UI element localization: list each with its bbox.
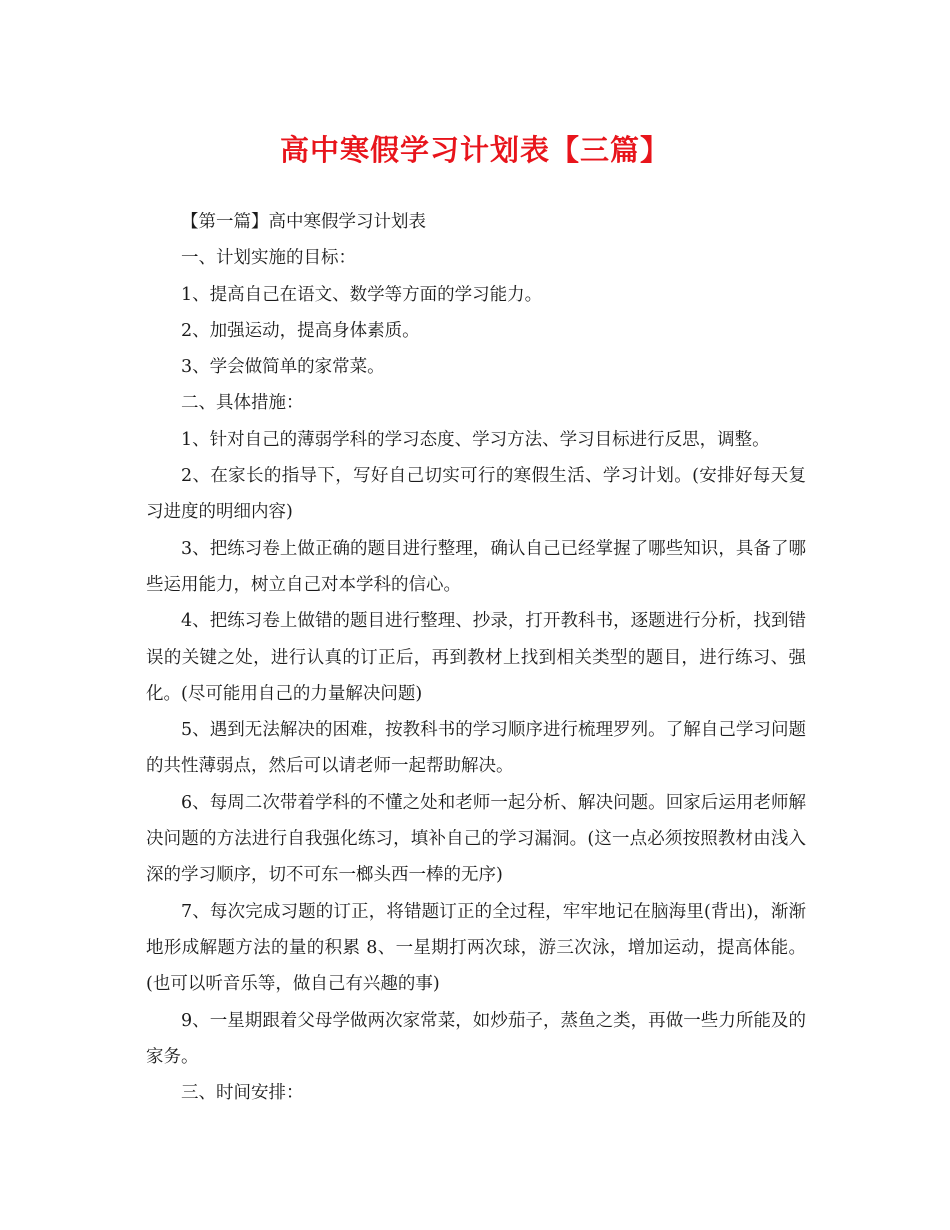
document-title: 高中寒假学习计划表【三篇】	[279, 133, 670, 167]
schedule-heading: 三、时间安排：	[181, 1083, 304, 1104]
measures-heading: 二、具体措施：	[181, 393, 304, 414]
document-body	[146, 204, 806, 1111]
goal-item: 3、学会做简单的家常菜。	[181, 357, 385, 378]
measure-item: 4、把练习卷上做错的题目进行整理、抄录，打开教科书，逐题进行分析，找到错误的关键之处，进行认真的订正后，再到教材上找到相关类型的题目，进行练习、强化。(尽可能用自己的力量解决问题)	[146, 611, 806, 704]
measure-item: 1、针对自己的薄弱学科的学习态度、学习方法、学习目标进行反思，调整。	[181, 429, 770, 450]
measure-item: 2、在家长的指导下，写好自己切实可行的寒假生活、学习计划。(安排好每天复习进度的明细内容)	[146, 466, 806, 523]
goal-item: 1、提高自己在语文、数学等方面的学习能力。	[181, 284, 543, 305]
section-heading-part-one: 【第一篇】高中寒假学习计划表	[181, 212, 426, 232]
goal-item: 2、加强运动，提高身体素质。	[181, 320, 420, 341]
measure-item: 6、每周二次带着学科的不懂之处和老师一起分析、解决问题。回家后运用老师解决问题的方法进行自我强化练习，填补自己的学习漏洞。(这一点必须按照教材由浅入深的学习顺序，切不可东一榔头西一棒的无序)	[146, 792, 806, 886]
measure-item: 3、把练习卷上做正确的题目进行整理，确认自己已经掌握了哪些知识，具备了哪些运用能力，树立自己对本学科的信心。	[146, 538, 806, 595]
measure-item: 5、遇到无法解决的困难，按教科书的学习顺序进行梳理罗列。了解自己学习问题的共性薄弱点，然后可以请老师一起帮助解决。	[146, 720, 806, 777]
goals-heading: 一、计划实施的目标：	[181, 248, 356, 269]
measure-item: 7、每次完成习题的订正，将错题订正的全过程，牢牢地记在脑海里(背出)，渐渐地形成解题方法的量的积累 8、一星期打两次球，游三次泳，增加运动，提高体能。(也可以听音乐等，做自己有兴趣的事)	[146, 901, 806, 995]
measure-item: 9、一星期跟着父母学做两次家常菜，如炒茄子，蒸鱼之类，再做一些力所能及的家务。	[146, 1010, 806, 1067]
